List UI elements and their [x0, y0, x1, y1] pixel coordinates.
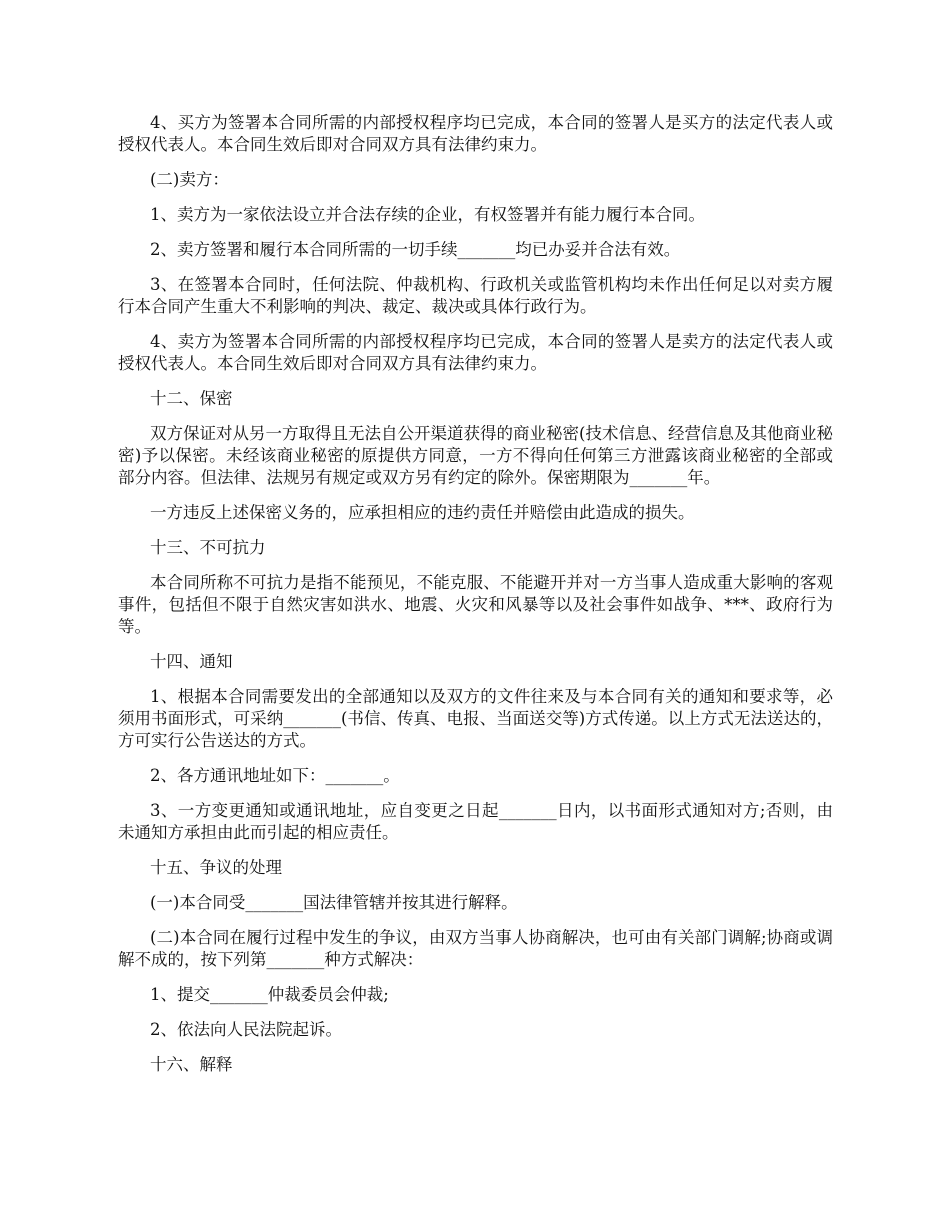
paragraph-confidentiality-breach: 一方违反上述保密义务的，应承担相应的违约责任并赔偿由此造成的损失。 [150, 503, 695, 522]
paragraph-force-majeure-definition: 本合同所称不可抗力是指不能预见，不能克服、不能避开并对一方当事人造成重大影响的客观事件，包括但不限于自然灾害如洪水、地震、火灾和风暴等以及社会事件如战争、***、政府行为等。 [118, 573, 833, 636]
paragraph-seller-no-adverse-ruling: 3、在签署本合同时，任何法院、仲裁机构、行政机关或监管机构均未作出任何足以对卖方履行本合同产生重大不利影响的判决、裁定、裁决或具体行政行为。 [118, 275, 833, 316]
paragraph-litigation: 2、依法向人民法院起诉。 [150, 1020, 342, 1039]
paragraph-dispute-negotiation: (二)本合同在履行过程中发生的争议，由双方当事人协商解决，也可由有关部门调解;协商或调解不成的，按下列第_______种方式解决： [118, 928, 833, 969]
paragraph-arbitration: 1、提交_______仲裁委员会仲裁; [150, 985, 389, 1004]
paragraph-buyer-authorization: 4、买方为签署本合同所需的内部授权程序均已完成，本合同的签署人是买方的法定代表人或授权代表人。本合同生效后即对合同双方具有法律约束力。 [118, 113, 833, 154]
heading-interpretation: 十六、解释 [150, 1055, 233, 1074]
paragraph-notice-change: 3、一方变更通知或通讯地址，应自变更之日起_______日内，以书面形式通知对方;否则，由未通知方承担由此而引起的相应责任。 [118, 801, 833, 842]
paragraph-seller-procedures: 2、卖方签署和履行本合同所需的一切手续_______均已办妥并合法有效。 [150, 240, 681, 259]
paragraph-confidentiality-terms: 双方保证对从另一方取得且无法自公开渠道获得的商业秘密(技术信息、经营信息及其他商业秘密)予以保密。未经该商业秘密的原提供方同意，一方不得向任何第三方泄露该商业秘密的全部或部分内容。但法律、法规另有规定或双方另有约定的除外。保密期限为_______年。 [118, 424, 833, 487]
paragraph-governing-law: (一)本合同受_______国法律管辖并按其进行解释。 [150, 893, 518, 912]
paragraph-seller-established: 1、卖方为一家依法设立并合法存续的企业，有权签署并有能力履行本合同。 [150, 205, 705, 224]
heading-force-majeure: 十三、不可抗力 [150, 538, 266, 557]
heading-seller: (二)卖方： [150, 170, 229, 189]
paragraph-seller-authorization: 4、卖方为签署本合同所需的内部授权程序均已完成，本合同的签署人是卖方的法定代表人或授权代表人。本合同生效后即对合同双方具有法律约束力。 [118, 332, 833, 373]
paragraph-notice-addresses: 2、各方通讯地址如下：_______。 [150, 766, 400, 785]
document-body [118, 112, 833, 1089]
heading-confidentiality: 十二、保密 [150, 389, 233, 408]
paragraph-notice-form: 1、根据本合同需要发出的全部通知以及双方的文件往来及与本合同有关的通知和要求等，必须用书面形式，可采纳_______(书信、传真、电报、当面送交等)方式传递。以上方式无法送达的，方可实行公告送达的方式。 [118, 687, 833, 750]
heading-dispute-resolution: 十五、争议的处理 [150, 858, 282, 877]
heading-notice: 十四、通知 [150, 652, 233, 671]
